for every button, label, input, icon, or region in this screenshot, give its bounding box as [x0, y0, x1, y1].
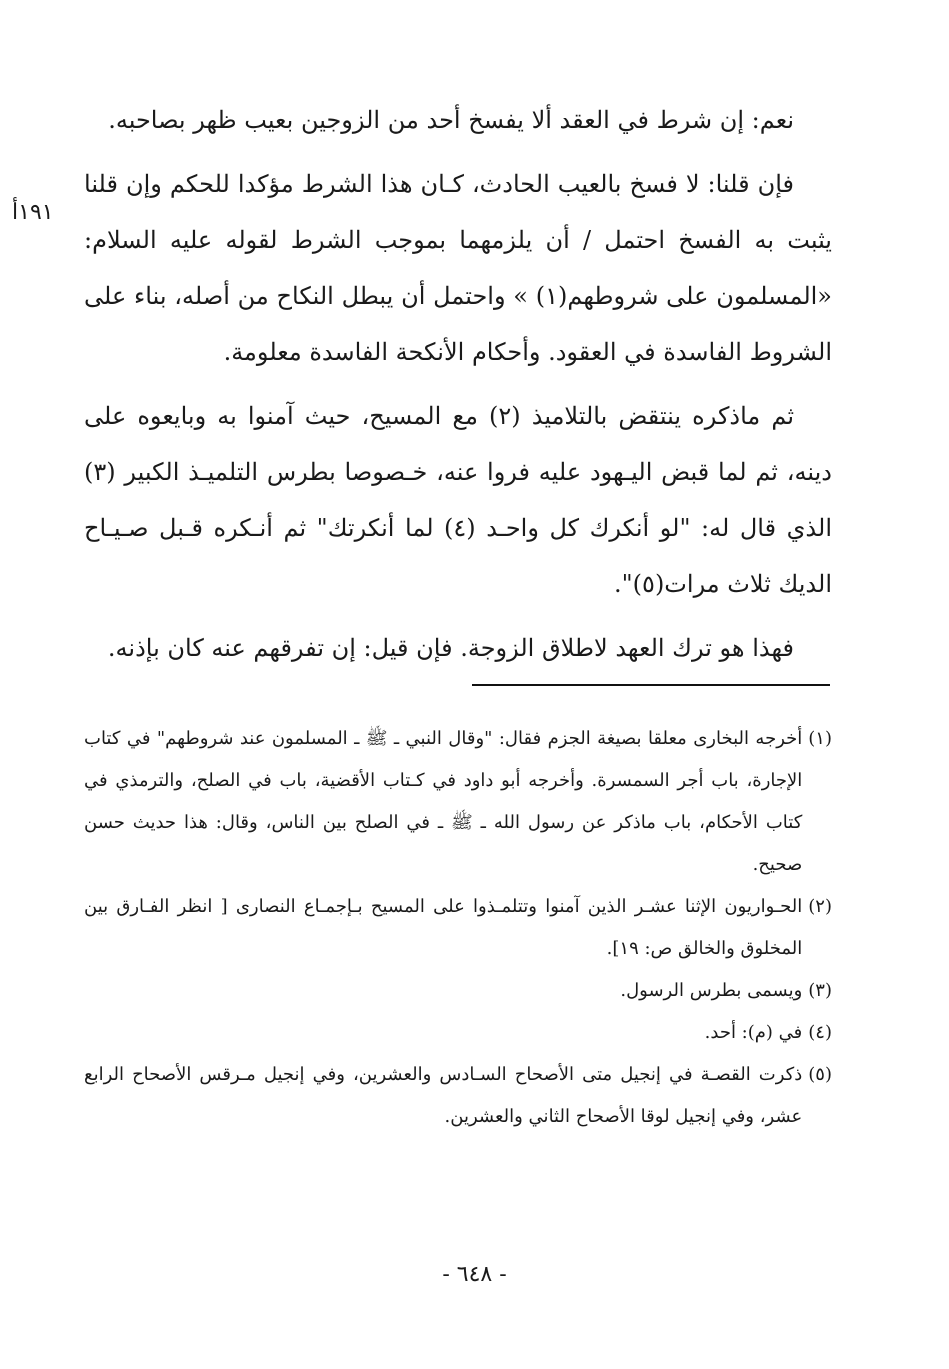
footnote — [84, 718, 832, 886]
footnote-number: (٣) — [808, 980, 832, 1001]
footnote-number: (٥) — [808, 1064, 832, 1085]
footnote-text: ذكرت القصـة في إنجيل متى الأصحاح السـادس والعشرين، وفي إنجيل مـرقس الأصحاح الرابع عشر، وفي إنجيل لوقا الأصحاح الثاني والعشرين. — [84, 1064, 803, 1127]
margin-folio-note: ١٩١أ — [12, 200, 54, 225]
footnote — [84, 1054, 832, 1138]
main-text — [84, 92, 832, 684]
footnote — [84, 886, 832, 970]
paragraph: ثم ماذكره ينتقض بالتلاميذ (٢) مع المسيح، حيث آمنوا به وبايعوه على دينه، ثم لما قبض اليـهود عليه فروا عنه، خـصوصا بطرس التلميـذ الكبير (٣) الذي قال له: "لو أنكرك كل واحـد (٤) لما أنكرتك" ثم أنـكره قـبل صـيـاح الديك ثلاث مرات(٥)". — [84, 402, 832, 598]
paragraph: فإن قلنا: لا فسخ بالعيب الحادث، كـان هذا الشرط مؤكدا للحكم وإن قلنا يثبت به الفسخ احتمل / أن يلزمهما بموجب الشرط لقوله عليه السلام: «المسلمون على شروطهم(١) » واحتمل أن يبطل النكاح من أصله، بناء على الشروط الفاسدة في العقود. وأحكام الأنكحة الفاسدة معلومة. — [84, 170, 832, 366]
footnote — [84, 970, 832, 1012]
footnote-separator — [472, 684, 830, 686]
footnotes — [84, 718, 832, 1138]
footnote-text: في (م): أحد. — [704, 1022, 803, 1043]
paragraph: فهذا هو ترك العهد لاطلاق الزوجة. فإن قيل: إن تفرقهم عنه كان بإذنه. — [107, 634, 794, 662]
footnote-number: (٢) — [808, 896, 832, 917]
footnote-number: (١) — [808, 728, 832, 749]
footnote-number: (٤) — [808, 1022, 832, 1043]
page-number: - ٦٤٨ - — [442, 1262, 507, 1287]
footnote-text: أخرجه البخارى معلقا بصيغة الجزم فقال: "وقال النبي ـ ﷺ ـ المسلمون عند شروطهم" في كتاب الإجارة، باب أجر السمسرة. وأخرجه أبو داود في كـتاب الأقضية، باب في الصلح، والترمذي في كتاب الأحكام، باب ماذكر عن رسول الله ـ ﷺ ـ في الصلح بين الناس، وقال: هذا حديث حسن صحيح. — [84, 728, 803, 875]
paragraph: نعم: إن شرط في العقد ألا يفسخ أحد من الزوجين بعيب ظهر بصاحبه. — [108, 106, 794, 134]
footnote-text: الحـواريون الإثنا عشـر الذين آمنوا وتتلمـذوا على المسيح بـإجمـاع النصارى [ انظر الفـارق بين المخلوق والخالق ص: ١٩]. — [84, 896, 803, 959]
footnote — [84, 1012, 832, 1054]
footnote-text: ويسمى بطرس الرسول. — [620, 980, 803, 1001]
